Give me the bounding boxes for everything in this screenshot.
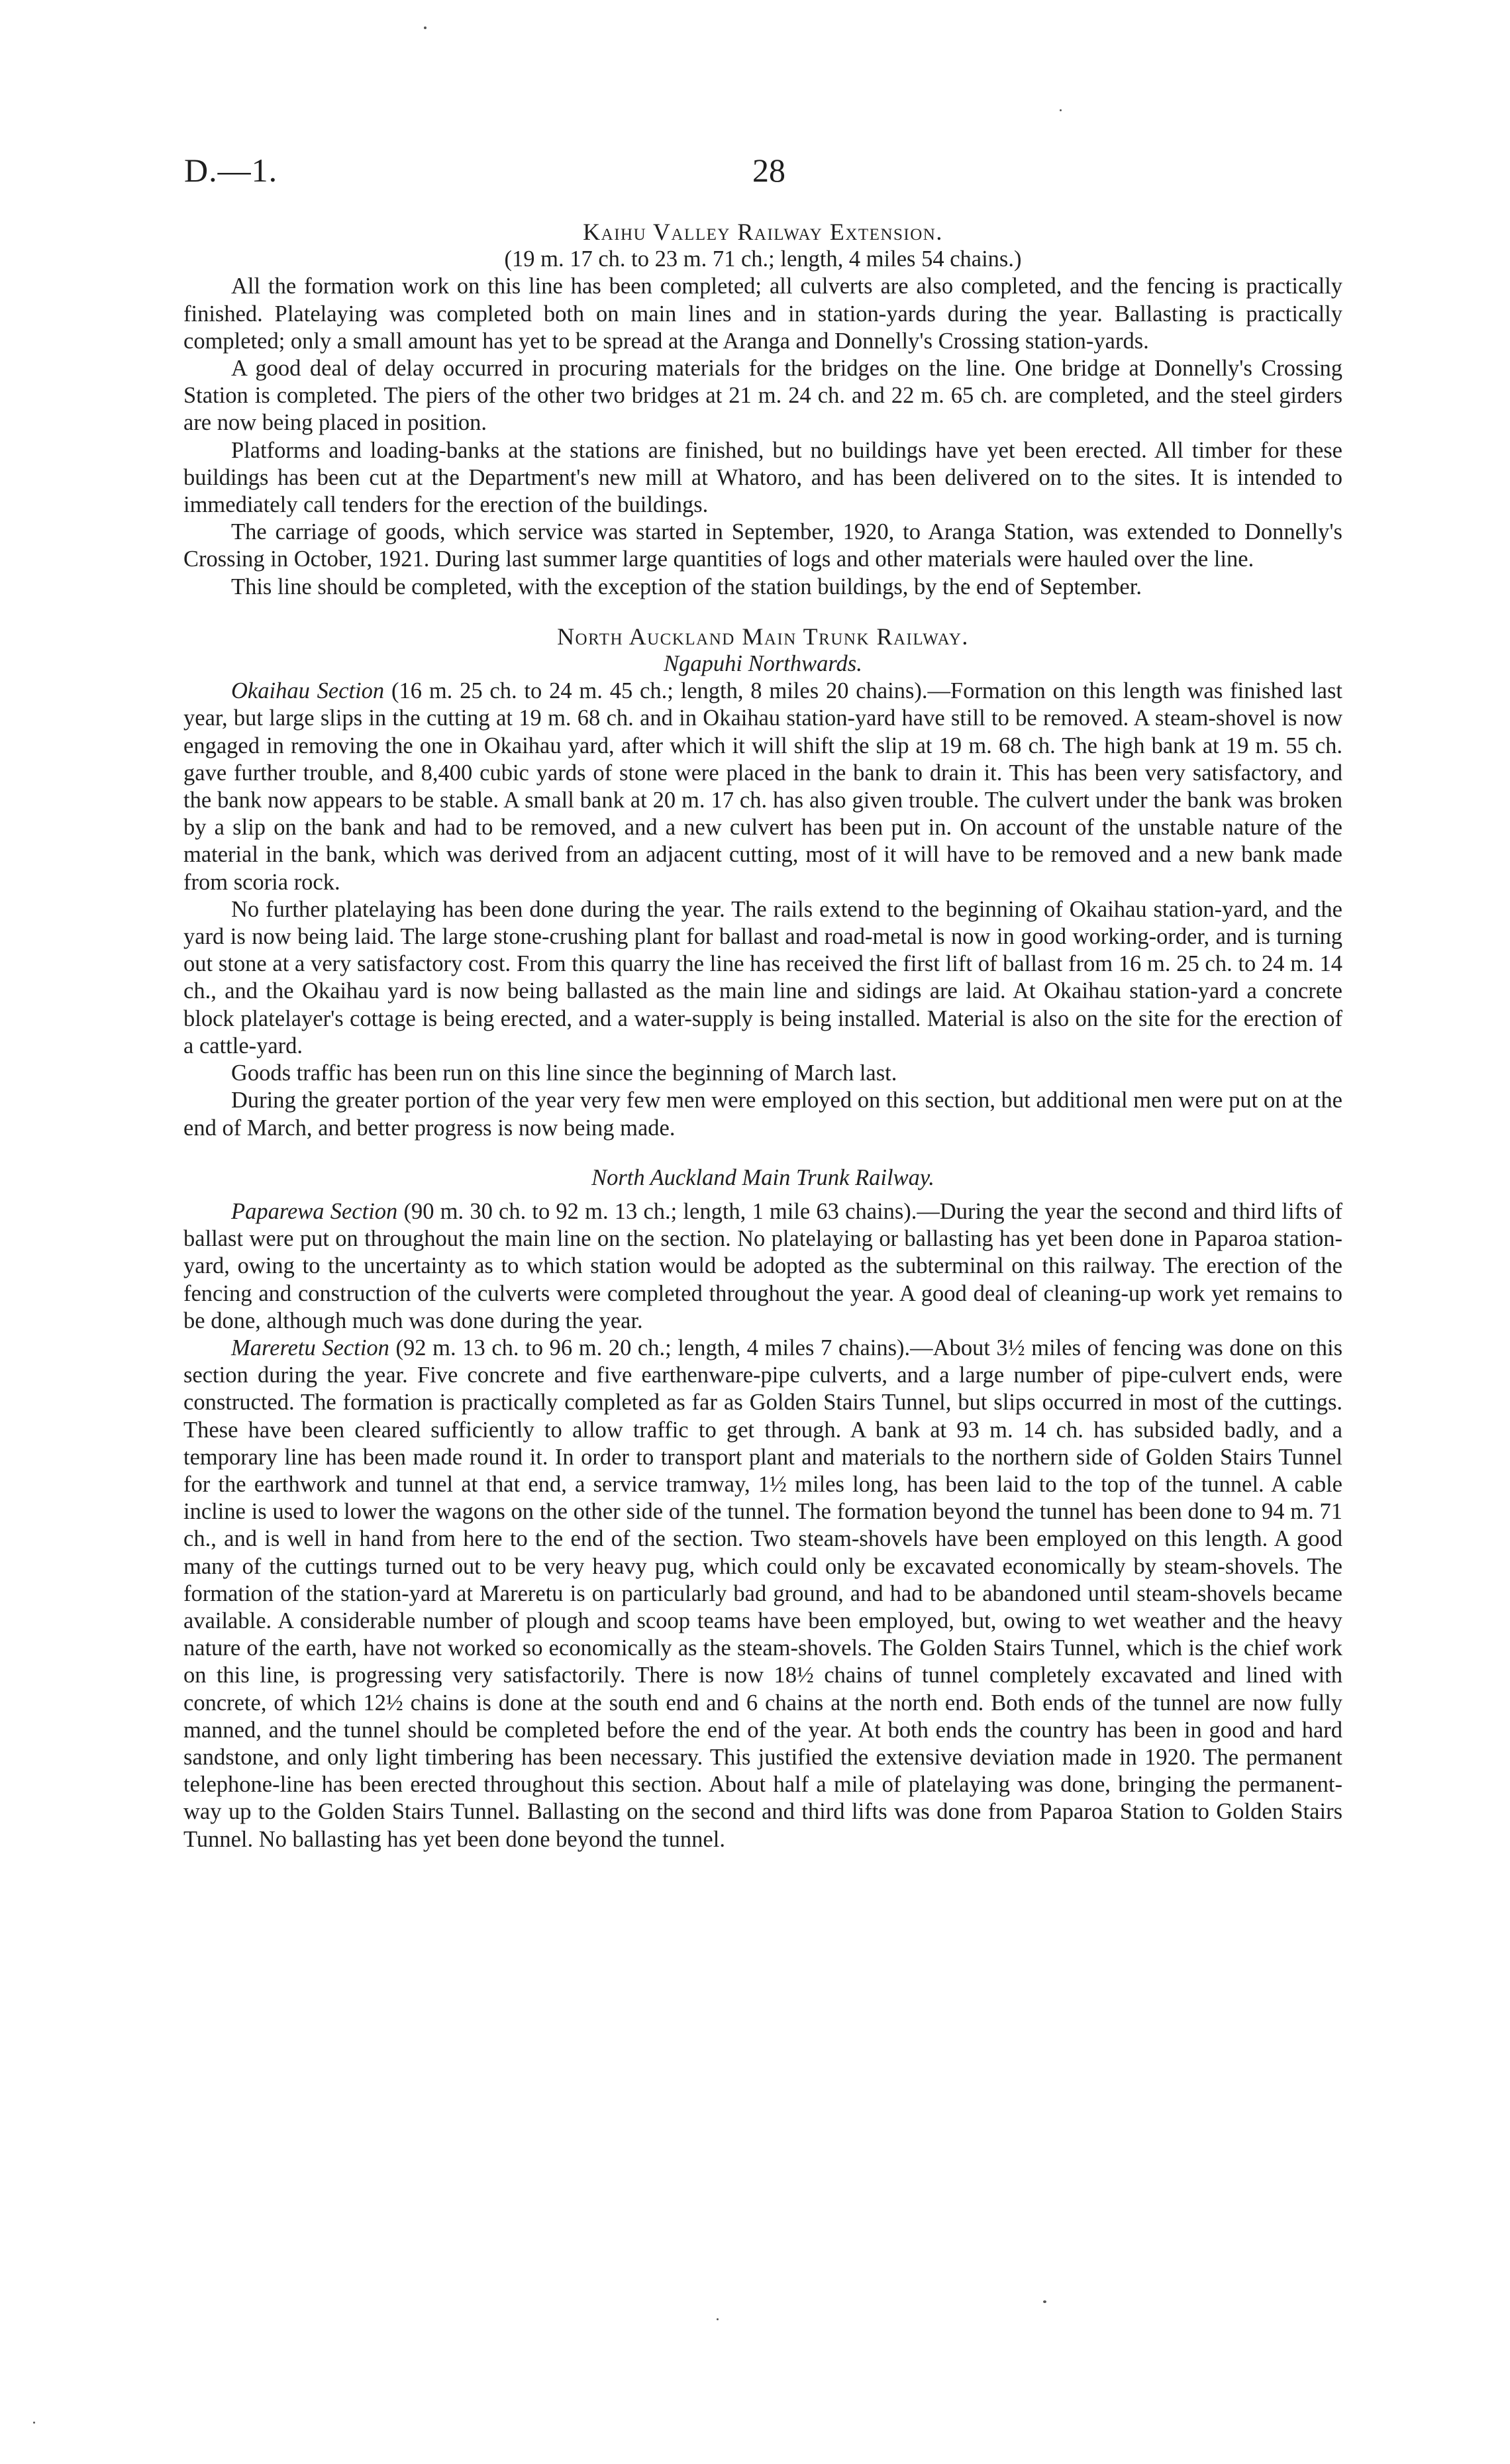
okaihau-section-text: (16 m. 25 ch. to 24 m. 45 ch.; length, 8 miles 20 chains).—Formation on this length was finished last year, but large slips in the cutting at 19 m. 68 ch. and in Okaihau station-yard have still to be removed. A steam-shovel is now engaged in removing the one in Okaihau yard, after which it will shift the slip at 19 m. 68 ch. The high bank at 19 m. 55 ch. gave further trouble, and 8,400 cubic yards of stone were placed in the bank to drain it. This has been very satisfactory, and the bank now appears to be stable. A small bank at 20 m. 17 ch. has also given trouble. The culvert under the bank was broken by a slip on the bank and had to be removed, and a new culvert has been put in. On account of the unstable nature of the material in the bank, which was derived from an adjacent cutting, most of it will have to be removed and a new bank made from scoria rock.	[183, 678, 1343, 895]
okaihau-paragraph: Goods traffic has been run on this line since the beginning of March last.	[231, 1060, 897, 1086]
scan-speck	[1043, 2300, 1046, 2303]
mareretu-section-text: (92 m. 13 ch. to 96 m. 20 ch.; length, 4 miles 7 chains).—About 3½ miles of fencing was done on this section during the year. Five concrete and five earthenware-pipe culverts, and a large number of pipe-culvert ends, were constructed. The formation is practically completed as far as Golden Stairs Tunnel, but slips occurred in most of the cuttings. These have been cleared sufficiently to allow traffic to get through. A bank at 93 m. 14 ch. has subsided badly, and a temporary line has been made round it. In order to transport plant and materials to the northern side of Golden Stairs Tunnel for the earthwork and tunnel at that end, a service tramway, 1½ miles long, has been laid to the top of the tunnel. A cable incline is used to lower the wagons on the other side of the tunnel. The formation beyond the tunnel has been done to 94 m. 71 ch., and is well in hand from here to the end of the section. Two steam-shovels have been employed on this length. A good many of the cuttings turned out to be very heavy pug, which could only be excavated economically by steam-shovels. The formation of the station-yard at Mareretu is on particularly bad ground, and had to be abandoned until steam-shovels became available. A considerable number of plough and scoop teams have been employed, but, owing to wet weather and the heavy nature of the earth, have not worked so economically as the steam-shovels. The Golden Stairs Tunnel, which is the chief work on this line, is progressing very satisfactorily. There is now 18½ chains of tunnel completely excavated and lined with concrete, of which 12½ chains is done at the south end and 6 chains at the north end. Both ends of the tunnel are now fully manned, and the tunnel should be completed before the end of the year. At both ends the country has been in good and hard sandstone, and only light timbering has been necessary. This justified the extensive deviation made in 1920. The permanent telephone-line has been erected throughout this section. About half a mile of platelaying was done, bringing the permanent-way up to the Golden Stairs Tunnel. Ballasting on the second and third lifts was done from Paparoa Station to Golden Stairs Tunnel. No ballasting has yet been done beyond the tunnel.	[183, 1335, 1342, 1852]
kaihu-paragraph: Platforms and loading-banks at the stations are finished, but no buildings have yet been erected. All timber for these buildings has been cut at the Department's new mill at Whatoro, and has been delivered on to the sites. It is intended to immediately call tenders for the erection of the buildings.	[183, 437, 1342, 518]
ngapuhi-subtitle: Ngapuhi Northwards.	[664, 651, 862, 677]
paparewa-section-text: (90 m. 30 ch. to 92 m. 13 ch.; length, 1 mile 63 chains).—During the year the second and third lifts of ballast were put on throughout the main line on the section. No platelaying or ballasting has yet been done in Paparoa station-yard, owing to the uncertainty as to which station would be adopted as the subterminal on this railway. The erection of the fencing and construction of the culverts were completed throughout the year. A good deal of cleaning-up work yet remains to be done, although much was done during the year.	[183, 1198, 1343, 1333]
north-auckland-title: North Auckland Main Trunk Railway.	[557, 623, 969, 650]
kaihu-title: Kaihu Valley Railway Extension.	[583, 219, 943, 245]
document-body	[183, 219, 1342, 1853]
kaihu-paragraph: The carriage of goods, which service was started in September, 1920, to Aranga Station, was extended to Donnelly's Crossing in October, 1921. During last summer large quantities of logs and other materials were hauled over the line.	[183, 519, 1342, 572]
north-auckland-italic-title: North Auckland Main Trunk Railway.	[591, 1164, 934, 1190]
scan-speck	[1060, 109, 1062, 111]
section-gap	[183, 601, 1342, 623]
mareretu-section-name: Mareretu Section	[231, 1335, 389, 1360]
okaihau-paragraph: During the greater portion of the year very few men were employed on this section, but additional men were put on at the end of March, and better progress is now being made.	[183, 1088, 1342, 1141]
mareretu-paragraph	[183, 1335, 1342, 1853]
section-gap	[183, 1192, 1342, 1198]
okaihau-paragraph	[183, 678, 1342, 896]
kaihu-paragraph: A good deal of delay occurred in procuring materials for the bridges on the line. One bridge at Donnelly's Crossing Station is completed. The piers of the other two bridges at 21 m. 24 ch. and 22 m. 65 ch. are completed, and the steel girders are now being placed in position.	[183, 356, 1342, 436]
kaihu-subtitle: (19 m. 17 ch. to 23 m. 71 ch.; length, 4 miles 54 chains.)	[504, 246, 1022, 272]
scan-speck	[424, 26, 427, 29]
kaihu-paragraph: All the formation work on this line has been completed; all culverts are also completed, and the fencing is practically finished. Platelaying was completed both on main lines and in station-yards during the year. Ballasting is practically completed; only a small amount has yet to be spread at the Aranga and Donnelly's Crossing station-yards.	[183, 274, 1342, 354]
kaihu-paragraph: This line should be completed, with the exception of the station buildings, by the end of September.	[231, 574, 1142, 599]
okaihau-paragraph: No further platelaying has been done during the year. The rails extend to the beginning of Okaihau station-yard, and the yard is now being laid. The large stone-crushing plant for ballast and road-metal is now in good working-order, and is turning out stone at a very satisfactory cost. From this quarry the line has received the first lift of ballast from 16 m. 25 ch. to 24 m. 14 ch., and the Okaihau yard is now being ballasted as the main line and sidings are laid. At Okaihau station-yard a concrete block platelayer's cottage is being erected, and a water-supply is being installed. Material is also on the site for the erection of a cattle-yard.	[183, 896, 1342, 1058]
paparewa-paragraph	[183, 1198, 1342, 1335]
document-reference: D.—1.	[184, 152, 278, 189]
okaihau-section-name: Okaihau Section	[231, 678, 385, 704]
scan-speck	[717, 2318, 719, 2320]
paparewa-section-name: Paparewa Section	[231, 1198, 398, 1224]
page-number: 28	[752, 152, 785, 189]
scan-speck	[33, 2422, 35, 2424]
section-gap	[183, 1142, 1342, 1164]
